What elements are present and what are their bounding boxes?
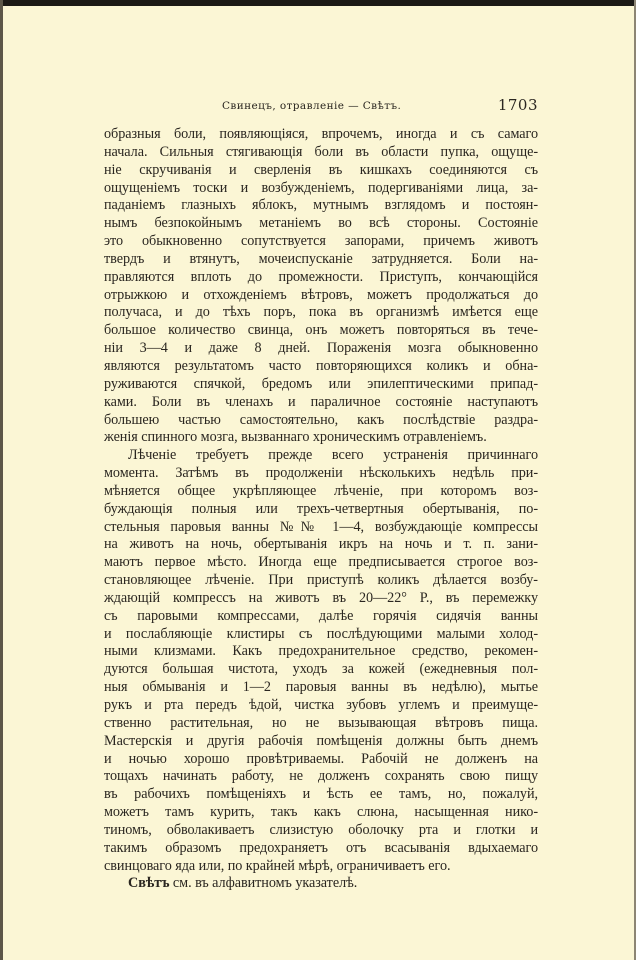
text-line: ками. Боли въ членахъ и параличное состояніе наступаютъ <box>104 393 538 410</box>
text-line: правляются вплоть до промежности. Приступъ, кончающійся <box>104 268 538 285</box>
text-line: руживаются спячкой, бредомъ или эпилептическими припад- <box>104 375 538 392</box>
text-line: нымъ безпокойнымъ метаніемъ во всѣ стороны. Состояніе <box>104 215 538 232</box>
text-line: свинцоваго яда или, по крайней мѣрѣ, ограничиваетъ его. <box>104 857 451 874</box>
book-page <box>104 96 538 893</box>
text-line: ными клизмами. Какъ предохранительное средство, рекомен- <box>104 643 538 660</box>
running-head <box>104 96 538 118</box>
text-line: стельныя паровыя ванны №№ 1—4, возбуждающіе компрессы <box>104 518 538 535</box>
text-line: мѣняется общее укрѣпляющее лѣченіе, при которомъ воз- <box>104 482 538 499</box>
text-line: на животъ на ночь, обертыванія икръ на ночь и т. п. зани- <box>104 536 538 553</box>
text-line: ощущеніемъ тоски и возбужденіемъ, подергиваніями лица, за- <box>104 179 538 196</box>
text-line: образныя боли, появляющіяся, впрочемъ, иногда и съ самаго <box>104 126 538 142</box>
text-line: большое количество свинца, онъ можетъ повторяться въ тече- <box>104 322 538 339</box>
running-title: Свинецъ, отравленіе — Свѣтъ. <box>222 100 402 112</box>
text-line: Лѣченіе требуетъ прежде всего устраненія причиннаго <box>128 447 538 464</box>
text-line: это обыкновенно сопутствуется запорами, причемъ животъ <box>104 233 538 250</box>
text-line: и послабляющіе клистиры съ послѣдующими малыми холод- <box>104 625 538 642</box>
text-line: и ночью хорошо провѣтриваемы. Рабочій не долженъ на <box>104 750 538 767</box>
text-line: являются результатомъ часто повторяющихся коликъ и обна- <box>104 357 538 374</box>
text-line: ственно растительная, но не вызывающая вѣтровъ пища. <box>104 714 538 731</box>
scan-edge-top <box>0 0 636 6</box>
scan-edge-left <box>0 0 3 960</box>
page-number: 1703 <box>497 96 538 114</box>
text-line: дуются большая чистота, уходъ за кожей (ежедневныя пол- <box>104 661 538 678</box>
text-line: получаса, и до тѣхъ поръ, пока въ организмѣ имѣется еще <box>104 304 538 321</box>
text-line: такимъ образомъ предохраняетъ отъ всасыванія вдыхаемаго <box>104 839 538 856</box>
text-line: тощахъ начинать работу, не долженъ сохранять свою пищу <box>104 768 538 785</box>
text-line: женія спинного мозга, вызваннаго хроническимъ отравленіемъ. <box>104 429 487 446</box>
paragraph-symptoms <box>104 126 538 447</box>
text-line: твердъ и втянутъ, мочеиспусканіе затрудняется. Боли на- <box>104 250 538 267</box>
text-line: начала. Сильныя стягивающія боли въ области пупка, ощуще- <box>104 143 538 160</box>
text-line: большею частью самостоятельно, какъ послѣдствіе раздра- <box>104 411 538 428</box>
text-line: рукъ и рта передъ ѣдой, чистка зубовъ углемъ и преимуще- <box>104 697 538 713</box>
text-line: Мастерскія и другія рабочія помѣщенія должны быть днемъ <box>104 732 538 749</box>
text-line: отрыжкою и отхожденіемъ вѣтровъ, можетъ продолжаться до <box>104 286 538 303</box>
paragraph-treatment <box>104 447 538 875</box>
text-line: момента. Затѣмъ въ продолженіи нѣсколькихъ недѣль при- <box>104 465 538 482</box>
text-line: становляющее лѣченіе. При приступѣ коликъ дѣлается возбу- <box>104 572 538 589</box>
text-line: ніе скручиванія и сверленія въ кишкахъ соединяются съ <box>104 161 538 178</box>
text-line: буждающія полныя или трехъ-четвертныя обертыванія, по- <box>104 500 538 517</box>
text-line: ждающій компрессъ на животъ въ 20—22° Р., въ перемежку <box>104 589 538 606</box>
text-line: паданіемъ глазныхъ яблокъ, мутнымъ взглядомъ и постоян- <box>104 197 538 214</box>
text-line: маютъ первое мѣсто. Иногда еще предписывается строгое воз- <box>104 554 538 571</box>
cross-reference-text: см. въ алфавитномъ указателѣ. <box>169 875 358 892</box>
text-line: съ паровыми компрессами, далѣе горячія сидячія ванны <box>104 607 538 624</box>
text-line: тиномъ, обволакиваетъ слизистую оболочку рта и глотки и <box>104 821 538 838</box>
text-line: ніи 3—4 и даже 8 дней. Пораженія мозга обыкновенно <box>104 340 538 357</box>
paragraph-cross-reference <box>104 875 538 893</box>
text-line: ныя обмыванія и 1—2 паровыя ванны въ недѣлю), мытье <box>104 679 538 696</box>
text-line: можетъ тамъ курить, такъ какъ слюна, насыщенная нико- <box>104 804 538 821</box>
text-line: въ рабочихъ помѣщеніяхъ и ѣсть ее тамъ, но, пожалуй, <box>104 786 538 803</box>
headword: Свѣтъ <box>128 875 170 892</box>
